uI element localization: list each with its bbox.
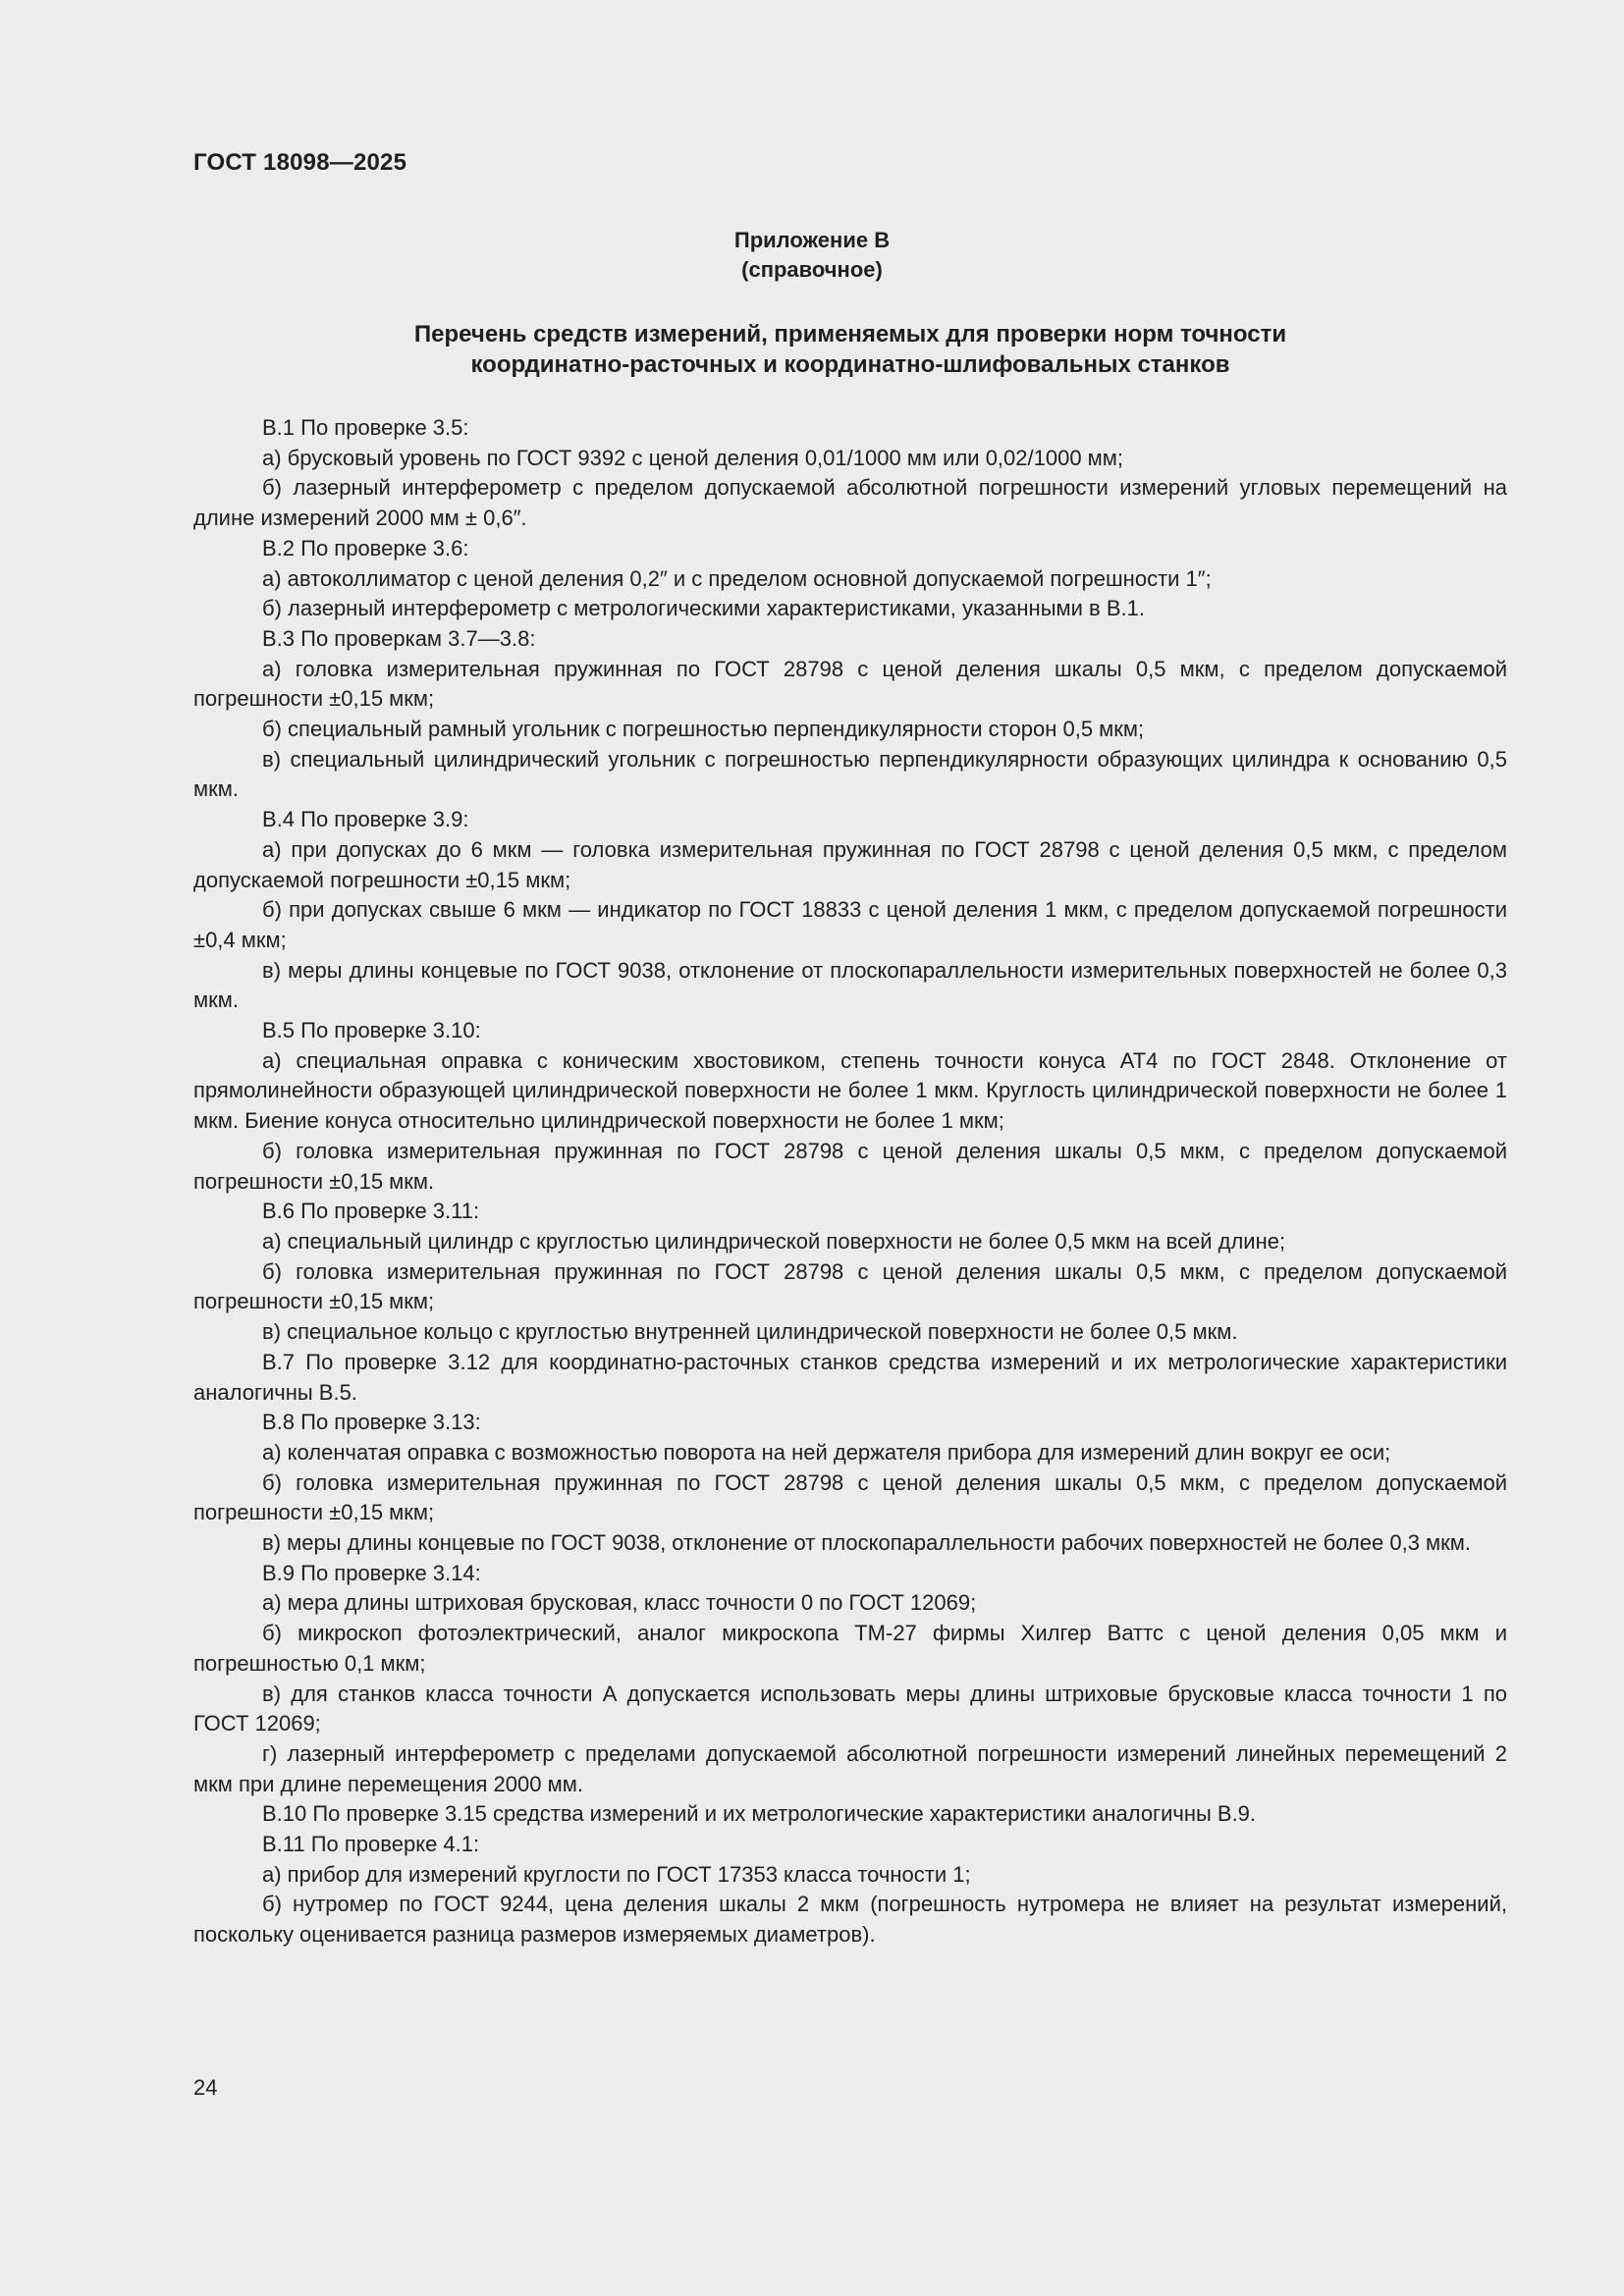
paragraph: г) лазерный интерферометр с пределами допускаемой абсолютной погрешности измерений линейных перемещений 2 мкм при длине перемещения 2000 мм.	[193, 1740, 1507, 1796]
document-body	[193, 413, 1507, 1950]
paragraph: б) нутромер по ГОСТ 9244, цена деления шкалы 2 мкм (погрешность нутромера не влияет на результат измерений, поскольку оценивается разница размеров измеряемых диаметров).	[193, 1892, 1507, 1948]
paragraph: б) специальный рамный угольник с погрешностью перпендикулярности сторон 0,5 мкм;	[262, 717, 1145, 742]
paragraph: в) специальный цилиндрический угольник с погрешностью перпендикулярности образующих цилиндра к основанию 0,5 мкм.	[193, 746, 1507, 802]
paragraph: в) меры длины концевые по ГОСТ 9038, отклонение от плоскопараллельности рабочих поверхностей не более 0,3 мкм.	[262, 1530, 1472, 1556]
paragraph: В.9 По проверке 3.14:	[262, 1560, 481, 1585]
paragraph: а) специальная оправка с коническим хвостовиком, степень точности конуса АТ4 по ГОСТ 2848. Отклонение от прямолинейности образующей цилиндрической поверхности не более 1 мкм. Круглость цилиндрической поверхности не более 1 мкм. Биение конуса относительно цилиндрической поверхности не более 1 мкм;	[193, 1047, 1507, 1134]
paragraph: а) брусковый уровень по ГОСТ 9392 с ценой деления 0,01/1000 мм или 0,02/1000 мм;	[262, 445, 1124, 470]
paragraph: В.7 По проверке 3.12 для координатно-расточных станков средства измерений и их метрологические характеристики аналогичны В.5.	[193, 1349, 1507, 1405]
paragraph: б) головка измерительная пружинная по ГОСТ 28798 с ценой деления шкалы 0,5 мкм, с пределом допускаемой погрешности ±0,15 мкм;	[193, 1469, 1507, 1525]
paragraph: В.2 По проверке 3.6:	[262, 535, 469, 561]
paragraph: а) автоколлиматор с ценой деления 0,2″ и с пределом основной допускаемой погрешности 1″;	[262, 565, 1212, 591]
appendix-heading	[193, 319, 1507, 380]
paragraph: В.4 По проверке 3.9:	[262, 807, 469, 832]
paragraph: в) специальное кольцо с круглостью внутренней цилиндрической поверхности не более 0,5 мкм.	[262, 1319, 1238, 1345]
paragraph: б) головка измерительная пружинная по ГОСТ 28798 с ценой деления шкалы 0,5 мкм, с пределом допускаемой погрешности ±0,15 мкм.	[193, 1138, 1507, 1194]
paragraph: В.1 По проверке 3.5:	[262, 415, 469, 440]
paragraph: В.11 По проверке 4.1:	[262, 1832, 480, 1857]
paragraph: б) головка измерительная пружинная по ГОСТ 28798 с ценой деления шкалы 0,5 мкм, с пределом допускаемой погрешности ±0,15 мкм;	[193, 1258, 1507, 1314]
paragraph: б) при допусках свыше 6 мкм — индикатор по ГОСТ 18833 с ценой деления 1 мкм, с пределом допускаемой погрешности ±0,4 мкм;	[193, 897, 1507, 952]
appendix-label: Приложение В	[733, 228, 891, 252]
paragraph: а) мера длины штриховая брусковая, класс точности 0 по ГОСТ 12069;	[262, 1590, 977, 1616]
paragraph: В.6 По проверке 3.11:	[262, 1199, 480, 1224]
appendix-heading-line-2: координатно-расточных и координатно-шлифовальных станков	[470, 351, 1230, 378]
appendix-heading-line-1: Перечень средств измерений, применяемых для проверки норм точности	[413, 321, 1287, 347]
paragraph: В.5 По проверке 3.10:	[262, 1018, 481, 1043]
paragraph: а) головка измерительная пружинная по ГОСТ 28798 с ценой деления шкалы 0,5 мкм, с пределом допускаемой погрешности ±0,15 мкм;	[193, 656, 1507, 712]
appendix-type: (справочное)	[741, 257, 883, 282]
paragraph: В.10 По проверке 3.15 средства измерений и их метрологические характеристики аналогичны В.9.	[262, 1801, 1257, 1827]
paragraph: б) лазерный интерферометр с пределом допускаемой абсолютной погрешности измерений угловых перемещений на длине измерений 2000 мм ± 0,6″.	[193, 475, 1507, 531]
paragraph: а) прибор для измерений круглости по ГОСТ 17353 класса точности 1;	[262, 1861, 971, 1887]
paragraph: В.8 По проверке 3.13:	[262, 1410, 481, 1435]
paragraph: а) коленчатая оправка с возможностью поворота на ней держателя прибора для измерений длин вокруг ее оси;	[262, 1439, 1391, 1465]
paragraph: в) меры длины концевые по ГОСТ 9038, отклонение от плоскопараллельности измерительных поверхностей не более 0,3 мкм.	[193, 957, 1507, 1013]
document-header: ГОСТ 18098—2025	[193, 149, 407, 176]
paragraph: В.3 По проверкам 3.7—3.8:	[262, 625, 536, 651]
paragraph: а) при допусках до 6 мкм — головка измерительная пружинная по ГОСТ 28798 с ценой деления 0,5 мкм, с пределом допускаемой погрешности ±0,15 мкм;	[193, 836, 1507, 892]
paragraph: б) лазерный интерферометр с метрологическими характеристиками, указанными в В.1.	[262, 596, 1145, 621]
paragraph: в) для станков класса точности А допускается использовать меры длины штриховые брусковые класса точности 1 по ГОСТ 12069;	[193, 1681, 1507, 1736]
paragraph: б) микроскоп фотоэлектрический, аналог микроскопа ТМ-27 фирмы Хилгер Ваттс с ценой деления 0,05 мкм и погрешностью 0,1 мкм;	[193, 1621, 1507, 1676]
page-number: 24	[193, 2075, 218, 2100]
paragraph: а) специальный цилиндр с круглостью цилиндрической поверхности не более 0,5 мкм на всей длине;	[262, 1228, 1286, 1254]
